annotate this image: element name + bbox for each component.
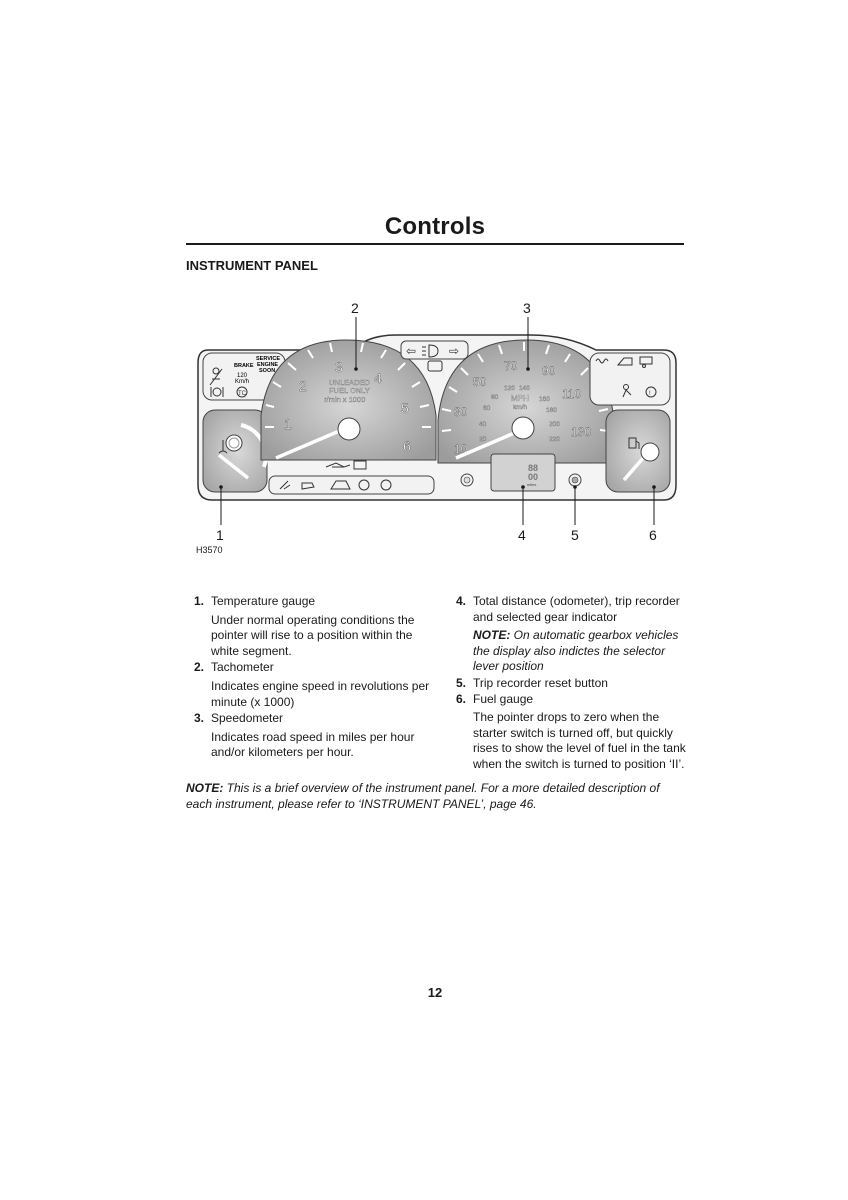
odometer-line-2: 00	[528, 472, 539, 482]
callout-3: 3	[523, 300, 531, 316]
page-number: 12	[427, 985, 443, 1000]
kmh-140: 140	[519, 385, 530, 392]
tach-number-3: 3	[335, 359, 343, 375]
item-number: 1.	[193, 594, 204, 608]
mph-110: 110	[562, 387, 582, 401]
svg-text:!: !	[649, 391, 651, 397]
instrument-panel-figure	[186, 295, 684, 567]
tach-number-6: 6	[403, 438, 411, 454]
bottom-warning-strip	[269, 476, 434, 494]
mph-50: 50	[473, 375, 487, 389]
note-prefix: NOTE:	[473, 628, 511, 643]
callout-1: 1	[216, 527, 224, 543]
trip-reset-button-inner	[572, 477, 578, 483]
figure-id: H3570	[196, 545, 223, 555]
page-title: Controls	[384, 213, 486, 240]
right-turn-icon: ⇨	[449, 344, 460, 358]
speedometer-hub	[512, 417, 534, 439]
service-label: SERVICE	[256, 356, 281, 362]
bottom-note	[186, 781, 686, 812]
section-heading: INSTRUMENT PANEL	[186, 258, 318, 273]
callout-6: 6	[649, 527, 657, 543]
title-divider	[186, 243, 684, 245]
kmh-180: 180	[546, 407, 557, 414]
tach-number-5: 5	[401, 400, 409, 416]
fuel-gauge-frame	[606, 410, 670, 492]
mph-90: 90	[542, 364, 556, 378]
item-number: 4.	[455, 594, 466, 608]
kmh-80: 80	[491, 394, 499, 401]
left-turn-icon: ⇦	[406, 344, 417, 358]
list-item-fuel-gauge	[448, 692, 686, 708]
kmh-20: 20	[479, 436, 487, 443]
tach-number-4: 4	[374, 370, 382, 386]
odometer-unit: miles	[527, 482, 537, 487]
callout-2: 2	[351, 300, 359, 316]
item-label: Tachometer	[211, 660, 274, 675]
kmh-200: 200	[549, 421, 560, 428]
tach-number-2: 2	[299, 378, 307, 394]
fuel-hub	[641, 443, 659, 461]
list-item-tachometer	[186, 660, 431, 676]
item-number: 5.	[455, 675, 466, 690]
brake-label: BRAKE	[234, 363, 254, 369]
item-label: Trip recorder reset button	[473, 675, 608, 690]
item-label: Total distance (odometer), trip recorder and selected gear indicator	[473, 594, 680, 624]
tach-label-rpm: r/min x 1000	[324, 395, 366, 404]
item-description: Under normal operating conditions the pointer will rise to a position within the white segment.	[211, 612, 415, 658]
odometer-line-1: 88	[528, 463, 539, 473]
kmh-220: 220	[549, 436, 560, 443]
tach-number-1: 1	[284, 416, 292, 432]
odometer-note	[448, 628, 686, 675]
item-label: Speedometer	[211, 711, 284, 726]
speed-limit-label: 120	[237, 373, 248, 379]
mph-30: 30	[454, 405, 468, 419]
list-item-speedometer	[186, 711, 431, 727]
kmh-40: 40	[479, 421, 487, 428]
item-description: Indicates engine speed in revolutions per minute (x 1000)	[211, 678, 430, 709]
callout-5: 5	[571, 527, 579, 543]
note-text: This is a brief overview of the instrument panel. For a more detailed description of each instrument, please refer to ‘INSTRUMENT PANEL’, page 46.	[186, 781, 660, 811]
list-item-odometer	[448, 594, 686, 625]
list-item-temperature	[186, 594, 431, 610]
dimmer-button-inner	[464, 477, 470, 483]
tach-label-unleaded: UNLEADED	[329, 378, 370, 387]
temperature-hub	[226, 435, 242, 451]
note-text: On automatic gearbox vehicles the display also indictes the selector lever position	[473, 628, 679, 674]
engine-label: ENGINE	[257, 362, 279, 368]
item-description: The pointer drops to zero when the starter switch is turned off, but quickly rises to show the level of fuel in the tank when the switch is turned to position ‘II’.	[473, 710, 686, 771]
kmh-unit: km/h	[513, 404, 528, 411]
mph-70: 70	[504, 359, 518, 373]
mph-10: 10	[454, 442, 468, 456]
item-number: 6.	[455, 691, 466, 706]
note-prefix: NOTE:	[186, 781, 224, 795]
kmh-60: 60	[483, 405, 491, 412]
tachometer-hub	[338, 418, 360, 440]
mph-unit: MPH	[511, 394, 529, 403]
callout-4: 4	[518, 527, 526, 543]
soon-label: SOON	[259, 368, 276, 374]
speed-unit-label: Km/h	[235, 379, 250, 385]
left-list	[186, 594, 431, 762]
mph-130: 130	[571, 425, 592, 439]
tach-label-fuel-only: FUEL ONLY	[329, 386, 370, 395]
item-description: Indicates road speed in miles per hour and/or kilometers per hour.	[211, 729, 415, 760]
item-number: 2.	[193, 660, 204, 675]
item-number: 3.	[193, 711, 204, 726]
right-warning-panel	[590, 353, 670, 405]
list-item-trip-reset	[448, 676, 686, 692]
kmh-160: 160	[539, 396, 550, 403]
right-list	[448, 594, 686, 774]
item-label: Temperature gauge	[211, 594, 316, 608]
kmh-120: 120	[504, 385, 515, 392]
item-label: Fuel gauge	[473, 691, 534, 706]
svg-text:TC: TC	[238, 391, 246, 397]
